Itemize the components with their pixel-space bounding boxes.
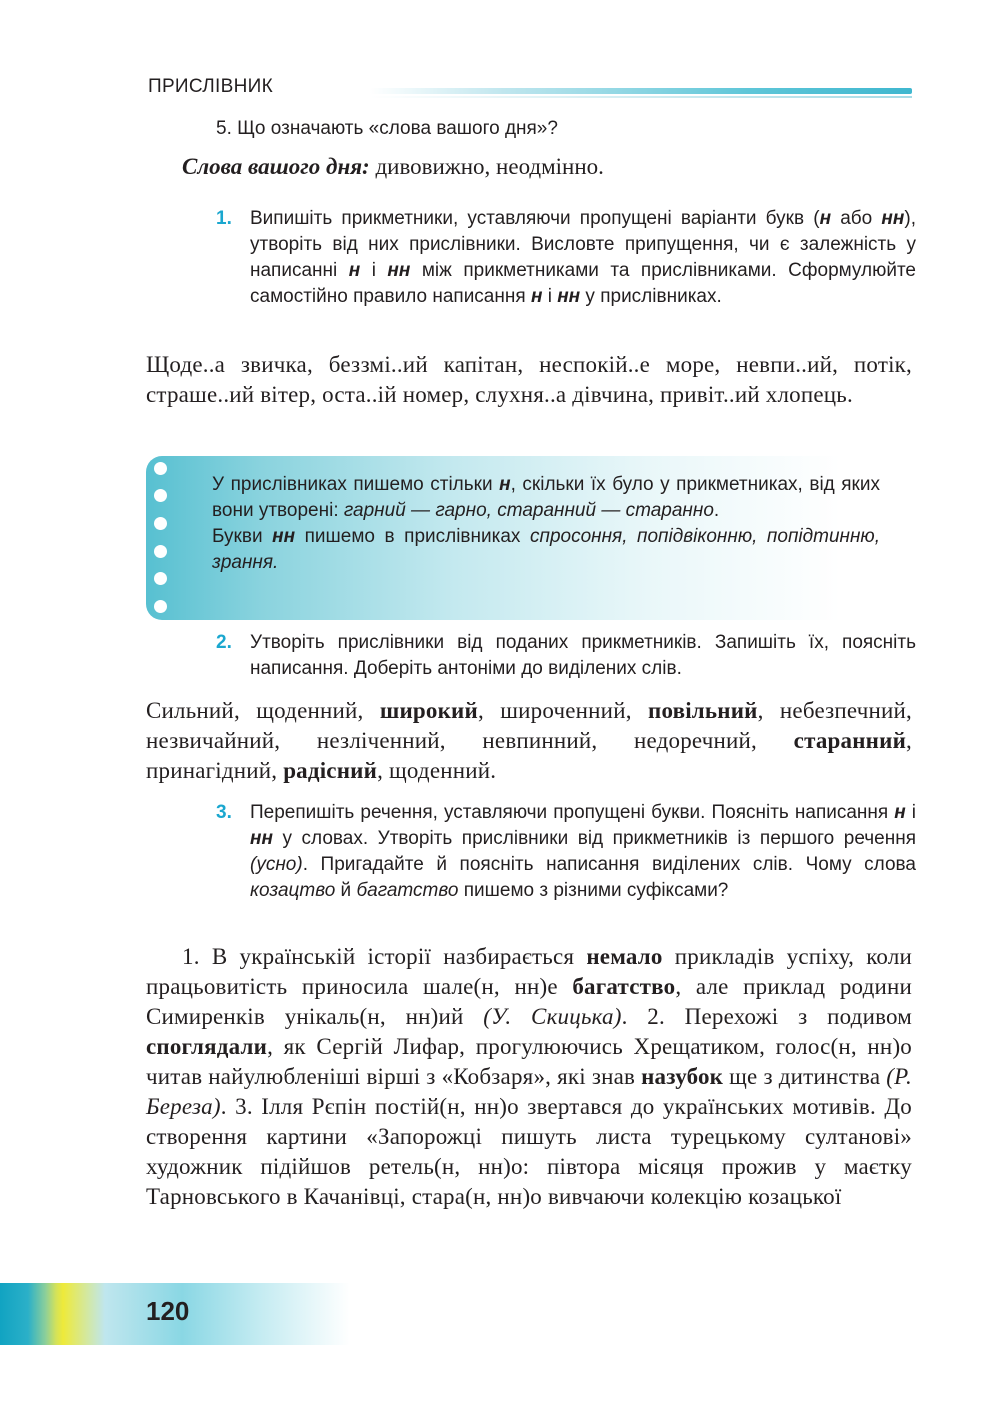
- page-number: 120: [146, 1296, 190, 1326]
- ring-dot: [154, 600, 167, 613]
- task-1: [216, 206, 916, 310]
- rule-text: У прислівниках пишемо стільки н, скільки їх було у прикметниках, від яких вони утворені: гарний — гарно, старанний — старанно. Букви нн пишемо в прислівниках спросоння, попідвіконню, попідтинню, зрання.: [212, 474, 881, 573]
- task-1-number: 1.: [216, 208, 232, 229]
- ring-dot: [154, 517, 167, 530]
- task-2-number: 2.: [216, 632, 232, 653]
- task-1-text: Випишіть прикметники, уставляючи пропущені варіанти букв (н або нн), утворіть від них прислівники. Висловте припущення, чи є залежність у написанні н і нн між прикметниками та прислівниками. Сформулюйте самостійно правило написання н і нн у прислівниках.: [250, 208, 917, 307]
- task-2: [216, 630, 916, 682]
- words-of-day: [182, 154, 604, 180]
- exercise-3-text: 1. В українській історії назбирається немало прикладів успіху, коли працьовитість приносила шале(н, нн)е багатство, але приклад родини Симиренків унікаль(н, нн)ий (У. Скицька). 2. Перехожі з подивом споглядали, як Сергій Лифар, прогулюючись Хрещатиком, голос(н, нн)о читав найулюбленіші вірші з «Кобзаря», які знав назубок ще з дитинства (Р. Береза). 3. Ілля Рєпін постій(н, нн)о звертався до українських мотивів. До створення картини «Запорожці пишуть листа турецькому султанові» художник підійшов ретель(н, нн)о: півтора місяця прожив у маєтку Тарновського в Качанівці, стара(н, нн)о вивчаючи колекцію козацької: [146, 944, 913, 1209]
- ring-dot: [154, 545, 167, 558]
- ring-dot: [154, 462, 167, 475]
- task-3-number: 3.: [216, 802, 232, 823]
- ring-dot: [154, 489, 167, 502]
- exercise-1-text: Щоде..а звичка, беззмі..ий капітан, неспокій..е море, невпи..ий, потік, страше..ий вітер, оста..ій номер, слухня..а дівчина, привіт..ий хлопець.: [146, 352, 912, 407]
- task-3: [216, 800, 916, 904]
- header-decorative-line: [370, 88, 912, 94]
- words-of-day-words: дивовижно, неодмінно.: [369, 154, 604, 179]
- exercise-2-text: Сильний, щоденний, широкий, широченний, повільний, небезпечний, незвичайний, незліченний, невпинний, недоречний, старанний, принагідний, радісний, щоденний.: [146, 698, 913, 783]
- header-decorative-line-thin: [370, 96, 912, 98]
- words-of-day-label: Слова вашого дня:: [182, 154, 370, 179]
- question-5: 5. Що означають «слова вашого дня»?: [216, 118, 558, 139]
- task-3-text: Перепишіть речення, уставляючи пропущені букви. Поясніть написання н і нн у словах. Утворіть прислівники від прикметників із першого речення (усно). Пригадайте й поясніть написання виділених слів. Чому слова козацтво й багатство пишемо з різними суфіксами?: [250, 802, 916, 901]
- ring-dot: [154, 572, 167, 585]
- page-section-title: ПРИСЛІВНИК: [148, 76, 273, 97]
- task-2-text: Утворіть прислівники від поданих прикметників. Запишіть їх, поясніть написання. Доберіть антоніми до виділених слів.: [250, 632, 916, 679]
